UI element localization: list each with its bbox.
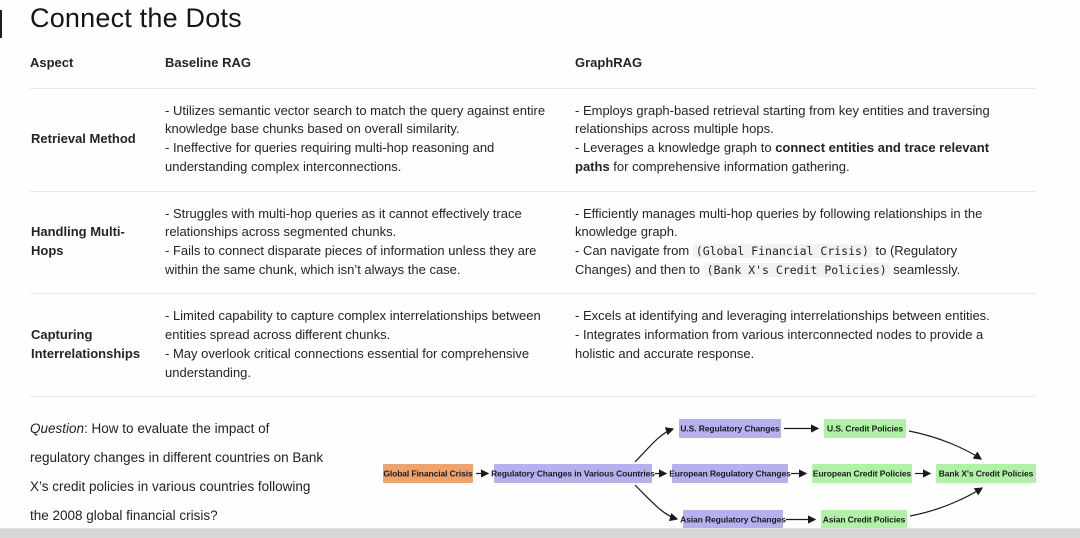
node-label: European Credit Policies	[812, 468, 912, 479]
node-label: Global Financial Crisis	[383, 468, 473, 479]
baseline-bullet: - Utilizes semantic vector search to match the query against entire knowledge base chunks based on overall similarity.	[165, 102, 546, 137]
column-header-graphrag: GraphRAG	[575, 55, 643, 70]
edge-rcvc-arc	[635, 485, 677, 519]
knowledge-graph-diagram	[380, 406, 1080, 538]
comparison-table	[30, 44, 1036, 397]
baseline-bullet: - Ineffective for queries requiring multi-hop reasoning and understanding complex interconnections.	[165, 140, 495, 174]
node-label: European Regulatory Changes	[669, 468, 791, 479]
graphrag-bullet: - Can navigate from (Global Financial Crisis) to (Regulatory Changes) and then to (Bank X's Credit Policies) seamlessly.	[575, 243, 961, 277]
left-edge-artifact	[0, 10, 2, 38]
table-header-row	[30, 44, 1036, 89]
table-row-handling-multi-hops	[30, 192, 1036, 295]
baseline-cell	[165, 205, 575, 280]
node-asian-regulatory-changes	[680, 510, 786, 529]
graphrag-cell	[575, 307, 1036, 382]
node-global-financial-crisis	[383, 464, 473, 483]
graphrag-cell	[575, 205, 1036, 280]
question-label: Question	[30, 421, 85, 436]
node-label: Regulatory Changes in Various Countries	[491, 468, 655, 479]
baseline-bullet: - Struggles with multi-hop queries as it cannot effectively trace relationships across segmented chunks.	[165, 205, 522, 240]
baseline-bullet: - Fails to connect disparate pieces of information unless they are within the same chunk, which isn’t always the case.	[165, 243, 537, 277]
aspect-label: Handling Multi-Hops	[31, 224, 125, 259]
graphrag-bullet: - Efficiently manages multi-hop queries by following relationships in the knowledge graph.	[575, 205, 983, 240]
baseline-bullet: - May overlook critical connections essential for comprehensive understanding.	[165, 345, 530, 380]
graphrag-cell	[575, 102, 1036, 177]
node-label: Bank X's Credit Policies	[938, 468, 1034, 479]
graphrag-bullet: - Excels at identifying and leveraging interrelationships between entities.	[575, 308, 990, 324]
aspect-label: Capturing Interrelationships	[31, 327, 141, 361]
baseline-bullet: - Limited capability to capture complex interrelationships between entities spread across different chunks.	[165, 308, 541, 343]
table-row-capturing-interrelationships	[30, 294, 1036, 397]
node-asian-credit-policies	[821, 510, 907, 529]
node-label: Asian Credit Policies	[822, 514, 906, 525]
aspect-label: Retrieval Method	[31, 130, 136, 146]
node-us-regulatory-changes	[679, 419, 781, 438]
node-label: Asian Regulatory Changes	[680, 514, 786, 525]
baseline-cell	[165, 307, 575, 382]
code-chip: (Global Financial Crisis)	[693, 244, 872, 258]
baseline-cell	[165, 102, 575, 177]
graphrag-bullet: - Integrates information from various interconnected nodes to provide a holistic and accurate response.	[575, 327, 984, 361]
bottom-gray-strip	[0, 528, 1080, 538]
node-regulatory-changes-various-countries	[491, 464, 655, 483]
edge-acp-bxcp	[910, 488, 982, 516]
node-us-credit-policies	[824, 419, 906, 438]
node-european-credit-policies	[812, 464, 912, 483]
column-header-aspect: Aspect	[30, 55, 74, 70]
node-european-regulatory-changes	[669, 464, 791, 483]
column-header-baseline-rag: Baseline RAG	[165, 55, 251, 70]
node-label: U.S. Credit Policies	[827, 423, 903, 434]
graphrag-bullet: - Leverages a knowledge graph to connect entities and trace relevant paths for comprehensive information gathering.	[575, 140, 990, 174]
question-text: Question: How to evaluate the impact of regulatory changes in different countries on Bank X’s credit policies in various countries following the 2008 global financial crisis?	[30, 421, 324, 523]
node-bank-x-credit-policies	[936, 464, 1036, 483]
edge-uscp-bxcp	[909, 431, 981, 459]
table-row-retrieval-method	[30, 89, 1036, 192]
node-label: U.S. Regulatory Changes	[680, 423, 780, 434]
page-title: Connect the Dots	[30, 3, 242, 33]
code-chip: (Bank X's Credit Policies)	[704, 263, 890, 277]
graphrag-bullet: - Employs graph-based retrieval starting from key entities and traversing relationships across multiple hops.	[575, 102, 990, 137]
edge-rcvc-usrc	[635, 429, 673, 462]
